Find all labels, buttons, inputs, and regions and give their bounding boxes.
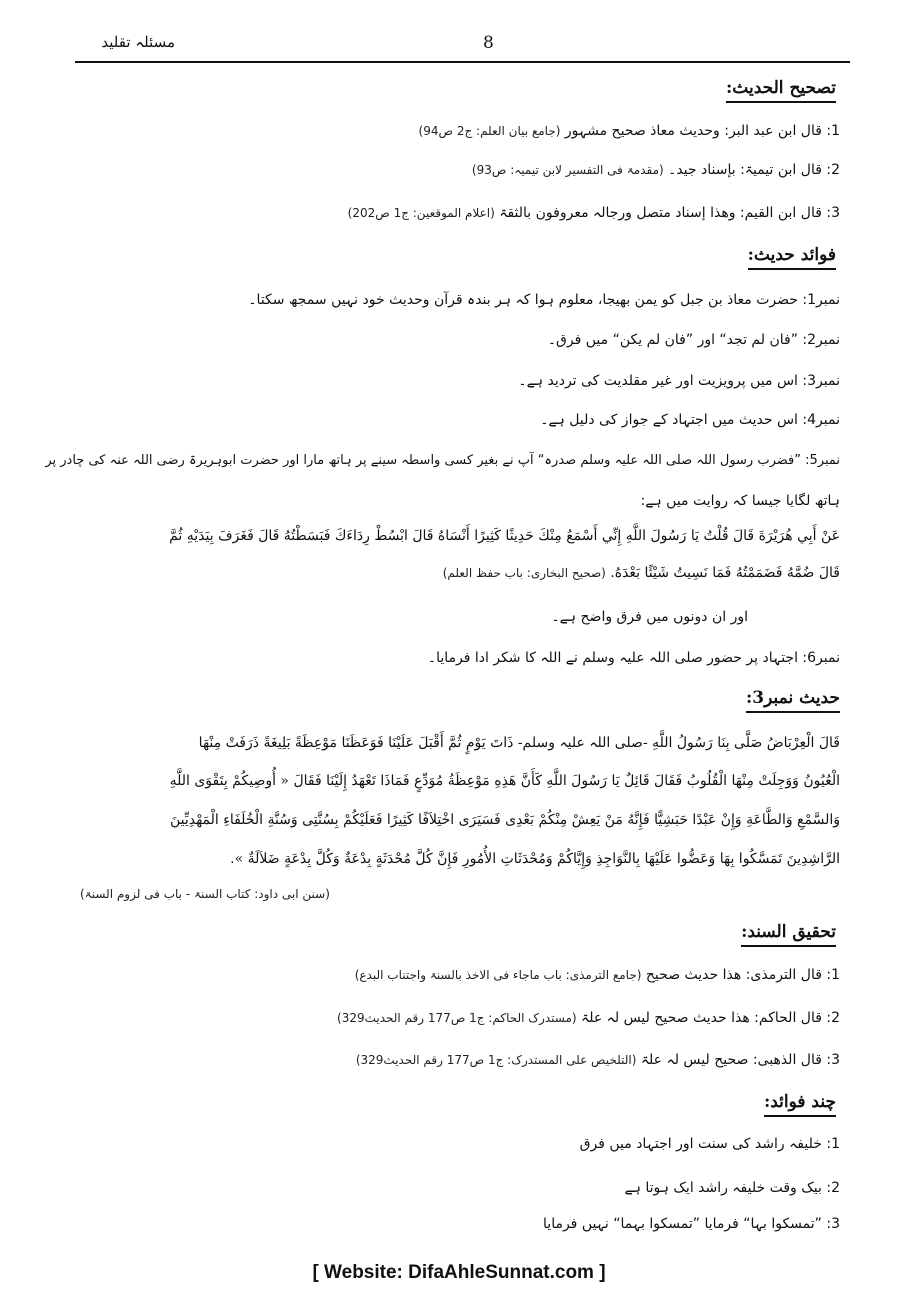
heading-tahqeeq-text: تحقیق السند: [741,922,836,942]
website-footer-text: [ Website: DifaAhleSunnat.com ] [312,1262,606,1283]
fawaid-note: اور ان دونوں میں فرق واضح ہے۔ [551,609,748,625]
heading-underline [748,268,836,270]
item-number: 1 [831,967,840,983]
item-reference: (مستدرک الحاکم: ج1 ص177 رقم الحدیث329) [337,1011,577,1025]
hadith-3-reference: (سنن ابی داود: کتاب السنۃ - باب فی لزوم السنۃ) [80,887,330,901]
item-number: 3 [831,1052,840,1068]
item-number: 2 [831,162,840,178]
book-title: مسئلہ تقلید [101,33,175,51]
fawaid-item-4: نمبر4: اس حدیث میں اجتہاد کے جواز کی دلیل ہے۔ [540,412,840,428]
item-reference: (اعلام الموقعین: ج1 ص202) [347,206,495,220]
hadith-3-line-3: وَالسَّمْعِ وَالطَّاعَةِ وَإِنْ عَبْدًا حَبَشِيًّا فَإِنَّهُ مَنْ يَعِشْ مِنْكُمْ بَعْدِى فَسَيَرَى اخْتِلاَفًا كَثِيرًا فَعَلَيْكُمْ بِسُنَّتِى وَسُنَّةِ الْخُلَفَاءِ الْمَهْدِيِّينَ [169,812,840,828]
fawaid-item-5-continued: ہاتھ لگایا جیسا کہ روایت میں ہے: [640,493,840,509]
heading-hadith-3 [746,688,840,713]
heading-underline [726,101,836,103]
heading-chand-fawaid-text: چند فوائد: [763,1092,836,1112]
item-reference: (مقدمۃ فی التفسیر لابن تیمیہ: ص93) [471,163,664,177]
heading-fawaid [748,245,836,270]
fawaid-item-6: نمبر6: اجتہاد پر حضور صلی اللہ علیہ وسلم نے اللہ کا شکر ادا فرمایا۔ [427,650,840,666]
tahqeeq-item-3 [78,1050,840,1070]
item-text: : قال ابن القیم: وھذا إسناد متصل ورجالہ معروفون بالثقۃ [499,205,832,221]
item-reference: (التلخیص علی المستدرک: ج1 ص177 رقم الحدیث329) [355,1053,637,1067]
arabic-hadith-text: قَالَ ضُمَّهُ فَضَمَمْتُهُ فَمَا نَسِيتُ شَيْئًا بَعْدَهُ. [610,565,840,581]
item-number: 2 [831,1010,840,1026]
fawaid-item-5: نمبر5: ”فضرب رسول اللہ صلی اللہ علیہ وسلم صدرہ“ آپ نے بغیر کسی واسطہ سینے پر ہاتھ مارا اور حضرت ابوہریرۃ رضی اللہ عنہ کی چادر پر [45,453,840,468]
heading-hadith-3-text: حدیث نمبر3: [746,688,840,708]
tahqeeq-item-1 [78,965,840,985]
tasheeh-item-3 [78,203,840,223]
item-number: 1 [831,123,840,139]
tasheeh-item-1 [78,121,840,141]
item-text: : قال الذھبی: صحیح لیس لہ علۃ [640,1052,832,1068]
chand-fawaid-item-2: 2: بیک وقت خلیفہ راشد ایک ہوتا ہے [624,1180,840,1196]
tahqeeq-item-2 [78,1008,840,1028]
fawaid-item-1: نمبر1: حضرت معاذ بن جبل کو یمن بھیجا، معلوم ہوا کہ ہر بندہ قرآن وحدیث خود نہیں سمجھ سکتا۔ [248,292,840,308]
fawaid-item-2: نمبر2: ”فان لم تجد“ اور ”فان لم یکن“ میں فرق۔ [547,332,840,348]
heading-tasheeh [726,78,836,103]
heading-underline [741,945,836,947]
item-text: : قال ابن عبد البر: وحدیث معاذ صحیح مشہور [564,123,832,139]
heading-tasheeh-text: تصحیح الحدیث: [726,78,836,98]
page-number: 8 [483,33,494,53]
hadith-3-line-1: قَالَ الْعِرْبَاضُ صَلَّى بِنَا رَسُولُ اللَّهِ -صلی اللہ علیہ وسلم- ذَاتَ يَوْمٍ ثُمَّ أَقْبَلَ عَلَيْنَا فَوَعَظَنَا مَوْعِظَةً بَلِيغَةً ذَرَفَتْ مِنْهَا [198,735,840,751]
arabic-hadith-line-2 [78,563,840,583]
item-reference: (جامع بیان العلم: ج2 ص94) [418,124,561,138]
item-number: 3 [831,205,840,221]
arabic-hadith-reference: (صحیح البخاری: باب حفظ العلم) [442,566,606,580]
heading-tahqeeq [741,922,836,947]
heading-underline [764,1115,836,1117]
heading-underline [746,711,840,713]
tasheeh-item-2 [78,160,840,180]
arabic-hadith-line-1: عَنْ أَبِي هُرَيْرَةَ قَالَ قُلْتُ يَا رَسُولَ اللَّهِ إِنِّي أَسْمَعُ مِنْكَ حَدِيثًا كَثِيرًا أَنْسَاهُ قَالَ ابْسُطْ رِدَاءَكَ فَبَسَطْتُهُ قَالَ فَغَرَفَ بِيَدَيْهِ ثُمَّ [169,528,840,544]
item-text: : قال الحاکم: ھذا حدیث صحیح لیس لہ علۃ [581,1010,832,1026]
header-divider [75,61,850,63]
item-reference: (جامع الترمذی: باب ماجاء فی الاخذ بالسنۃ واجتناب البدع) [354,968,642,982]
item-text: : قال ابن تیمیۃ: بإسناد جید۔ [668,162,832,178]
chand-fawaid-item-1: 1: خلیفہ راشد کی سنت اور اجتہاد میں فرق [579,1136,840,1152]
hadith-3-line-2: الْعُيُونُ وَوَجِلَتْ مِنْهَا الْقُلُوبُ فَقَالَ قَائِلٌ يَا رَسُولَ اللَّهِ كَأَنَّ هَذِهِ مَوْعِظَةُ مُوَدِّعٍ فَمَاذَا تَعْهَدُ إِلَيْنَا فَقَالَ « أُوصِيكُمْ بِتَقْوَى اللَّهِ [169,773,840,789]
chand-fawaid-item-3: 3: ”تمسکوا بہا“ فرمایا ”تمسکوا بہما“ نہیں فرمایا [543,1216,840,1232]
item-text: : قال الترمذی: ھذا حدیث صحیح [645,967,832,983]
fawaid-item-3: نمبر3: اس میں پرویزیت اور غیر مقلدیت کی تردید ہے۔ [518,373,840,389]
heading-fawaid-text: فوائد حدیث: [747,245,836,265]
website-footer [0,1262,918,1284]
heading-chand-fawaid [764,1092,836,1117]
hadith-3-line-4: الرَّاشِدِينَ تَمَسَّكُوا بِهَا وَعَضُّوا عَلَيْهَا بِالنَّوَاجِذِ وَإِيَّاكُمْ وَمُحْدَثَاتِ الأُمُورِ فَإِنَّ كُلَّ مُحْدَثَةٍ بِدْعَةٌ وَكُلَّ بِدْعَةٍ ضَلاَلَةٌ ». [230,851,840,867]
